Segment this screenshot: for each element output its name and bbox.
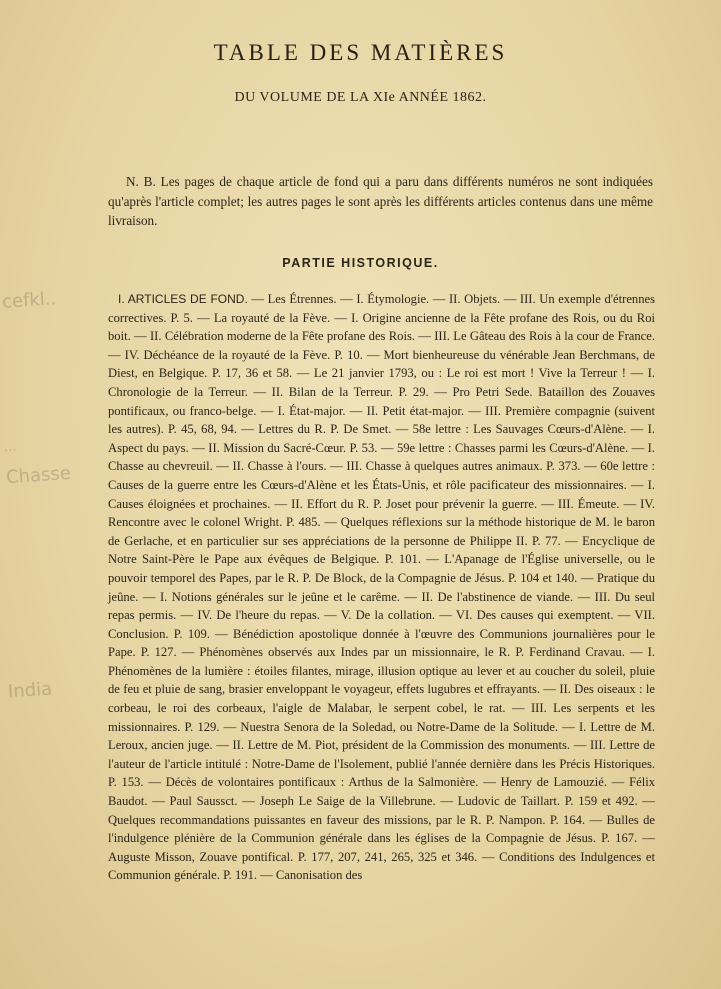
editorial-note: N. B. Les pages de chaque article de fond qui a paru dans différents numéros ne sont indiquées qu'après l'article complet; les autres pages le sont après les différents articles contenus dans une même livraison.: [108, 174, 653, 228]
margin-pencil-note: cefkl..: [1, 288, 57, 313]
margin-pencil-note: India: [7, 678, 53, 703]
margin-pencil-note: Chasse: [5, 462, 72, 489]
margin-pencil-note: ...: [3, 439, 17, 456]
section-heading: PARTIE HISTORIQUE.: [282, 256, 439, 270]
page-title: TABLE DES MATIÈRES: [213, 40, 508, 65]
page-subtitle: DU VOLUME DE LA XIe ANNÉE 1862.: [234, 90, 487, 105]
body-content: — Les Étrennes. — I. Étymologie. — II. Objets. — III. Un exemple d'étrennes correctives. P. 5. — La royauté de la Fève. — I. Origine ancienne de la Fête profane des Rois, ou du Roi boit. — II. Célébration moderne de la Fête profane des Rois. — III. Le Gâteau des Rois à la cour de France. — IV. Déchéance de la royauté de la Fève. P. 10. — Mort bienheureuse du vénérable Jean Berchmans, de Diest, en Belgique. P. 17, 36 et 58. — Le 21 janvier 1793, ou : Le roi est mort ! Vive la Terreur ! — I. Chronologie de la Terreur. — II. Bilan de la Terreur. P. 29. — Pro Petri Sede. Bataillon des Zouaves pontificaux, ou franco-belge. — I. État-major. — II. Petit état-major. — III. Première compagnie (suivent les autres). P. 45, 68, 94. — Lettres du R. P. De Smet. — 58e lettre : Les Sauvages Cœurs-d'Alène. — I. Aspect du pays. — II. Mission du Sacré-Cœur. P. 53. — 59e lettre : Chasses parmi les Cœurs-d'Alène. — I. Chasse au chevreuil. — II. Chasse à l'ours. — III. Chasse à quelques autres animaux. P. 373. — 60e lettre : Causes de la guerre entre les Cœurs-d'Alène et les États-Unis, et rôle pacificateur des missionnaires. — I. Causes éloignées et prochaines. — II. Effort du R. P. Joset pour prévenir la guerre. — III. Émeute. — IV. Rencontre avec le colonel Wright. P. 485. — Quelques réflexions sur la méthode historique de M. le baron de Gerlache, et en particulier sur ses appréciations de la personne de Philippe II. P. 77. — Encyclique de Notre Saint-Père le Pape aux évêques de Belgique. P. 101. — L'Apanage de l'Église universelle, ou le pouvoir temporel des Papes, par le R. P. De Block, de la Compagnie de Jésus. P. 104 et 140. — Pratique du jeûne. — I. Notions générales sur le jeûne et le carême. — II. De l'abstinence de viande. — III. Du seul repas permis. — IV. De l'heure du repas. — V. De la collation. — VI. Des causes qui exemptent. — VII. Conclusion. P. 109. — Bénédiction apostolique donnée à l'œuvre des Communions journalières pour le Pape. P. 127. — Phénomènes observés aux Indes par un missionnaire, le R. P. Ferdinand Cravau. — I. Phénomènes de la lumière : étoiles filantes, mirage, illusion optique au lever et au coucher du soleil, pluie de feu et pluie de sang, brasier enveloppant le voyageur, effets lugubres et effrayants. — II. Des oiseaux : le corbeau, le roi des corbeaux, l'aigle de Malabar, le serpent cobel, le rat. — III. Les serpents et les missionnaires. P. 129. — Nuestra Senora de la Soledad, ou Notre-Dame de la Solitude. — I. Lettre de M. Leroux, ancien juge. — II. Lettre de M. Piot, président de la Commission des monuments. — III. Lettre de l'auteur de l'article intitulé : Notre-Dame de l'Isolement, publié l'année dernière dans les Précis Historiques. P. 153. — Décès de volontaires pontificaux : Arthus de la Salmonière. — Henry de Lamouzié. — Félix Baudot. — Paul Saussct. — Joseph Le Saige de la Villebrune. — Ludovic de Taillart. P. 159 et 492. — Quelques recommandations puissantes en faveur des missions, par le R. P. Nampon. P. 164. — Bulles de l'indulgence plénière de la Communion générale dans les églises de la Compagnie de Jésus. P. 167. — Auguste Misson, Zouave pontifical. P. 177, 207, 241, 265, 325 et 346. — Conditions des Indulgences et Communion générale. P. 191. — Canonisation des: [108, 292, 655, 883]
body-lead: I. ARTICLES DE FOND.: [118, 292, 248, 306]
body-paragraph: [108, 290, 655, 885]
